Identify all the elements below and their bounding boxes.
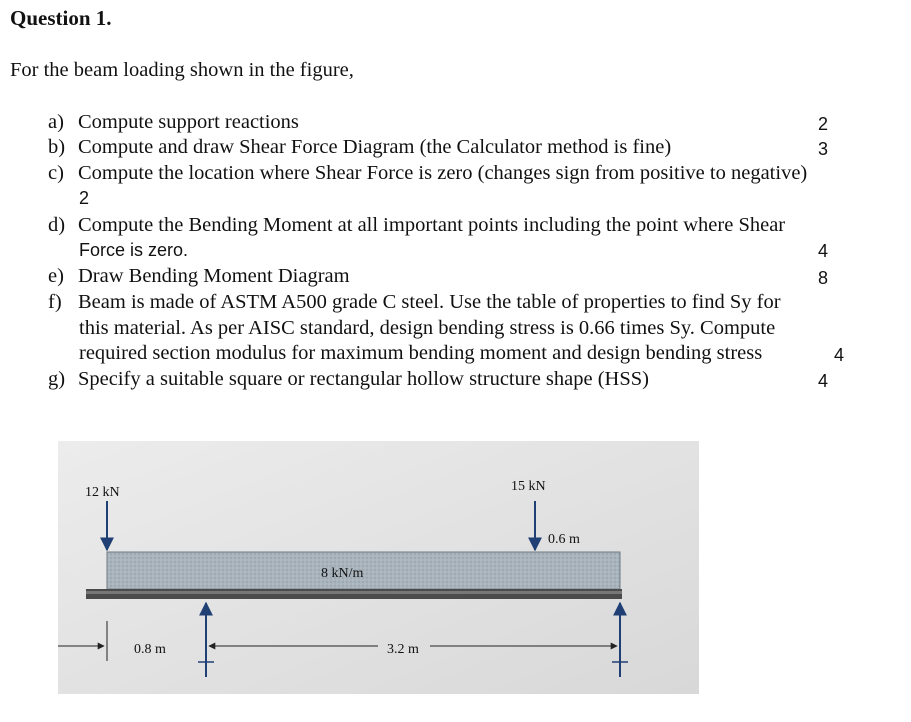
item-text: Specify a suitable square or rectangular hollow structure shape (HSS) (78, 368, 649, 390)
item-label: e) (48, 265, 64, 287)
item-g (48, 368, 649, 391)
item-continuation: Force is zero. (79, 240, 189, 260)
item-f (48, 291, 781, 314)
item-label: c) (48, 162, 64, 184)
item-text: Beam is made of ASTM A500 grade C steel. Use the table of properties to find Sy for (78, 291, 781, 313)
item-label: d) (48, 214, 66, 236)
item-b (48, 136, 671, 159)
item-points: 4 (818, 241, 829, 261)
item-text: Draw Bending Moment Diagram (78, 265, 350, 287)
beam-figure (58, 441, 699, 694)
load-right-label: 15 kN (511, 479, 546, 494)
distributed-load-block (107, 552, 620, 589)
item-points: 8 (818, 268, 829, 288)
item-points: 4 (834, 345, 845, 365)
intro-text: For the beam loading shown in the figure, (10, 59, 354, 81)
question-title: Question 1. (10, 6, 112, 30)
item-label: a) (48, 111, 64, 133)
item-text: Compute support reactions (78, 111, 299, 133)
item-label: g) (48, 368, 66, 390)
item-e (48, 265, 350, 288)
item-a (48, 111, 299, 134)
item-label: f) (48, 291, 62, 313)
dimension-span-label: 3.2 m (387, 642, 419, 657)
item-d (48, 214, 785, 237)
item-points: 3 (818, 139, 829, 159)
item-text: Compute the location where Shear Force is zero (changes sign from positive to negative) (78, 162, 808, 184)
item-continuation: this material. As per AISC standard, design bending stress is 0.66 times Sy. Compute (79, 317, 776, 339)
item-continuation: required section modulus for maximum bending moment and design bending stress (79, 342, 763, 364)
item-text: Compute the Bending Moment at all important points including the point where Shear (78, 214, 786, 236)
item-points: 2 (818, 114, 829, 134)
item-label: b) (48, 136, 66, 158)
item-points: 2 (79, 188, 90, 208)
item-c (48, 162, 807, 185)
item-text: Compute and draw Shear Force Diagram (the Calculator method is fine) (78, 136, 672, 158)
dimension-overhang-label: 0.8 m (134, 642, 166, 657)
dimension-right-label: 0.6 m (548, 532, 580, 547)
item-points: 4 (818, 371, 829, 391)
load-left-label: 12 kN (85, 485, 120, 500)
distributed-load-label: 8 kN/m (321, 566, 364, 581)
